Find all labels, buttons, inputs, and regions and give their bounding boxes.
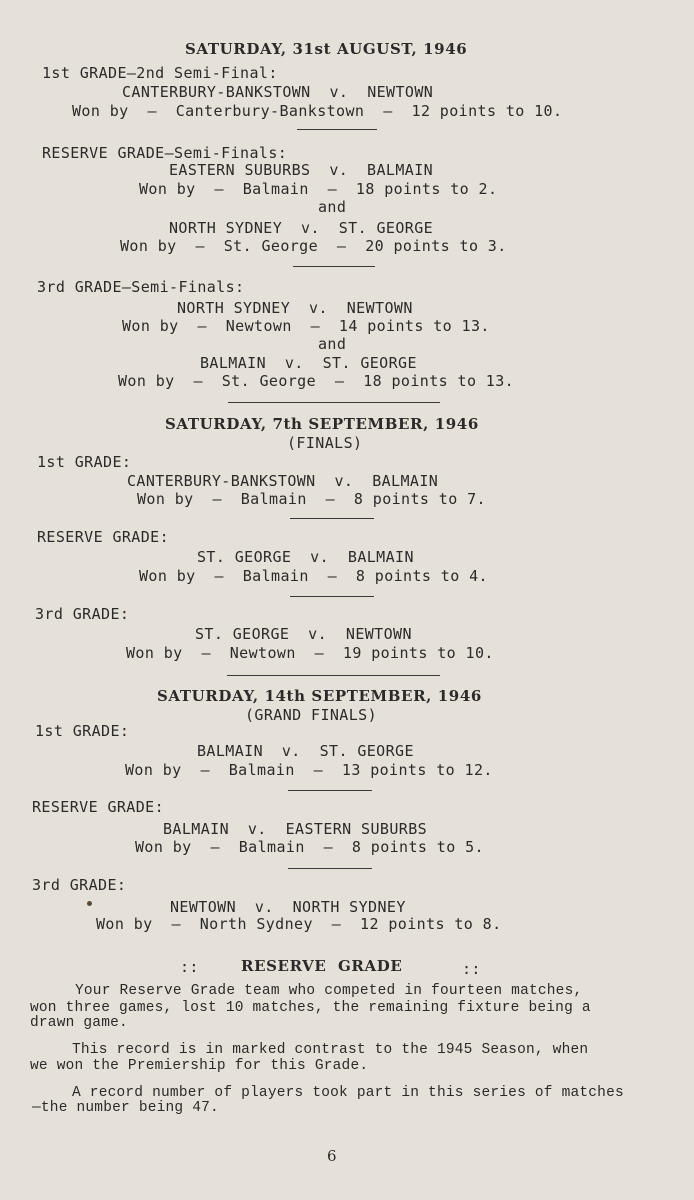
report-para-2-line-1: This record is in marked contrast to the 1945 Season, when [72,1042,589,1058]
section-heading-sep14: SATURDAY, 14th SEPTEMBER, 1946 [157,687,482,705]
divider-rule [297,129,377,130]
result-first-sep14: Won by — Balmain — 13 points to 12. [125,761,493,779]
result-reserve-sep7: Won by — Balmain — 8 points to 4. [139,567,488,585]
heading-ornament-right: :: [462,960,481,978]
result-third-1-aug31: Won by — Newtown — 14 points to 13. [122,317,490,335]
result-third-2-aug31: Won by — St. George — 18 points to 13. [118,372,515,390]
match-reserve-1-aug31: EASTERN SUBURBS v. BALMAIN [169,161,434,179]
report-para-1-line-1: Your Reserve Grade team who competed in fourteen matches, [75,983,583,999]
grade-label-first-aug31: 1st GRADE—2nd Semi-Final: [42,64,278,82]
report-heading: RESERVE GRADE [241,957,403,975]
result-reserve-2-aug31: Won by — St. George — 20 points to 3. [120,237,507,255]
match-first-sep14: BALMAIN v. ST. GEORGE [197,742,414,760]
section-subheading-sep7: (FINALS) [287,434,363,452]
grade-label-first-sep14: 1st GRADE: [35,722,130,740]
match-reserve-sep7: ST. GEORGE v. BALMAIN [197,548,414,566]
result-third-sep7: Won by — Newtown — 19 points to 10. [126,644,494,662]
result-first-aug31: Won by — Canterbury-Bankstown — 12 points to 10. [72,102,563,120]
match-first-aug31: CANTERBURY-BANKSTOWN v. NEWTOWN [122,83,434,101]
heading-ornament-left: :: [180,958,199,976]
grade-label-reserve-aug31: RESERVE GRADE—Semi-Finals: [42,144,288,162]
report-para-1-line-3: drawn game. [30,1015,128,1031]
section-heading-aug31: SATURDAY, 31st AUGUST, 1946 [185,40,468,58]
and-connector: and [318,335,347,353]
result-first-sep7: Won by — Balmain — 8 points to 7. [137,490,486,508]
result-reserve-sep14: Won by — Balmain — 8 points to 5. [135,838,484,856]
grade-label-reserve-sep14: RESERVE GRADE: [32,798,165,816]
grade-label-third-aug31: 3rd GRADE—Semi-Finals: [37,278,245,296]
section-divider-rule [227,675,440,676]
section-divider-rule [228,402,440,403]
grade-label-third-sep14: 3rd GRADE: [32,876,127,894]
match-reserve-2-aug31: NORTH SYDNEY v. ST. GEORGE [169,219,434,237]
divider-rule [288,868,372,869]
match-third-sep7: ST. GEORGE v. NEWTOWN [195,625,412,643]
match-reserve-sep14: BALMAIN v. EASTERN SUBURBS [163,820,428,838]
grade-label-third-sep7: 3rd GRADE: [35,605,130,623]
section-subheading-sep14: (GRAND FINALS) [245,706,378,724]
divider-rule [288,790,372,791]
section-heading-sep7: SATURDAY, 7th SEPTEMBER, 1946 [165,415,479,433]
report-para-2-line-2: we won the Premiership for this Grade. [30,1058,369,1074]
divider-rule [293,266,375,267]
match-first-sep7: CANTERBURY-BANKSTOWN v. BALMAIN [127,472,439,490]
and-connector: and [318,198,347,216]
report-para-1-line-2: won three games, lost 10 matches, the remaining fixture being a [30,1000,591,1016]
match-third-1-aug31: NORTH SYDNEY v. NEWTOWN [177,299,413,317]
grade-label-first-sep7: 1st GRADE: [37,453,132,471]
ink-spot [87,901,92,906]
divider-rule [290,596,374,597]
result-reserve-1-aug31: Won by — Balmain — 18 points to 2. [139,180,498,198]
match-third-sep14: NEWTOWN v. NORTH SYDNEY [170,898,406,916]
report-para-3-line-1: A record number of players took part in this series of matches [72,1085,624,1101]
divider-rule [290,518,374,519]
grade-label-reserve-sep7: RESERVE GRADE: [37,528,170,546]
page-number: 6 [327,1147,337,1165]
report-para-3-line-2: —the number being 47. [32,1100,219,1116]
match-third-2-aug31: BALMAIN v. ST. GEORGE [200,354,417,372]
result-third-sep14: Won by — North Sydney — 12 points to 8. [96,915,502,933]
